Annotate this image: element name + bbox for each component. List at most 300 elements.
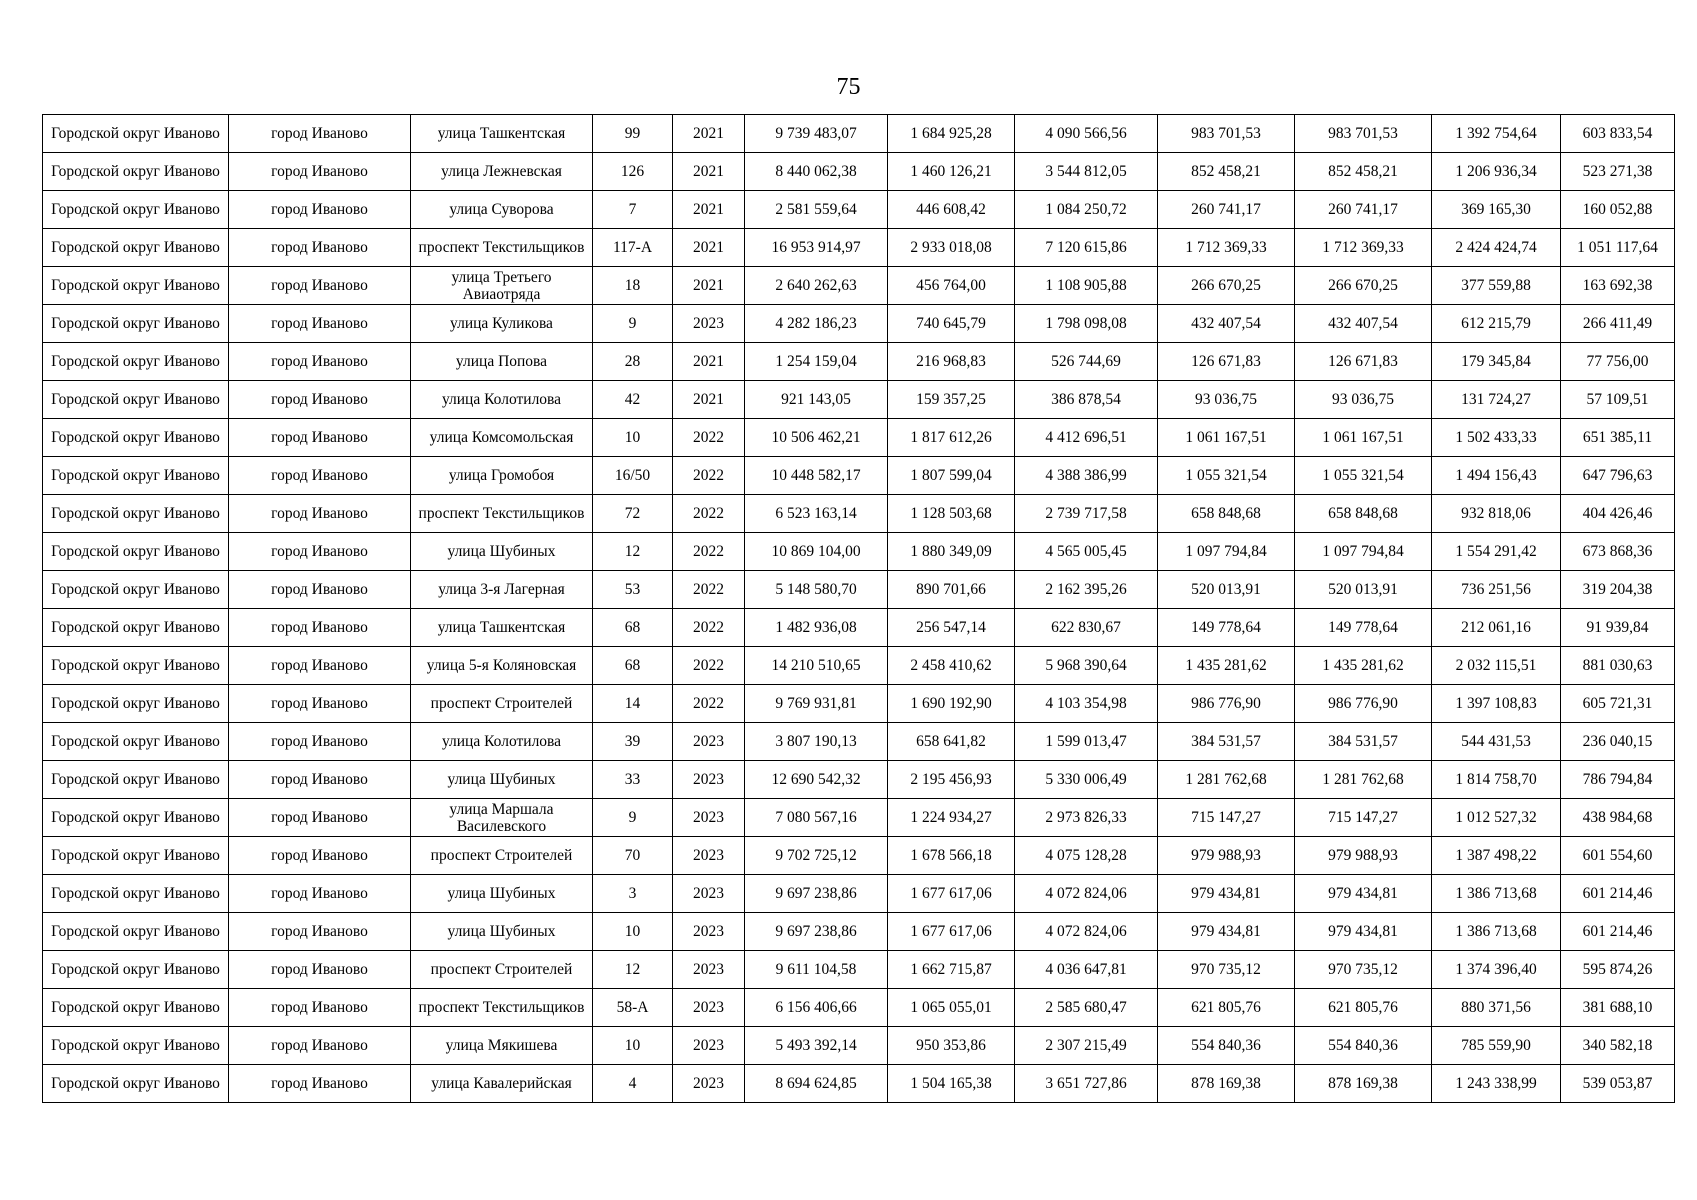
year-cell: 2022 bbox=[673, 533, 745, 571]
cost-part-4-cell: 1 281 762,68 bbox=[1295, 761, 1432, 799]
cost-part-5-cell: 544 431,53 bbox=[1432, 723, 1561, 761]
total-cost-cell: 14 210 510,65 bbox=[745, 647, 888, 685]
city-cell: город Иваново bbox=[229, 153, 411, 191]
cost-part-6-cell: 381 688,10 bbox=[1561, 989, 1675, 1027]
cost-part-4-cell: 126 671,83 bbox=[1295, 343, 1432, 381]
cost-part-4-cell: 93 036,75 bbox=[1295, 381, 1432, 419]
street-cell: проспект Текстильщиков bbox=[411, 495, 593, 533]
house-number-cell: 42 bbox=[593, 381, 673, 419]
street-cell: улица Шубиных bbox=[411, 533, 593, 571]
cost-part-5-cell: 1 387 498,22 bbox=[1432, 837, 1561, 875]
cost-part-5-cell: 1 012 527,32 bbox=[1432, 799, 1561, 837]
cost-part-6-cell: 647 796,63 bbox=[1561, 457, 1675, 495]
cost-part-5-cell: 1 392 754,64 bbox=[1432, 115, 1561, 153]
table-row bbox=[43, 685, 1675, 723]
street-cell: улица Шубиных bbox=[411, 875, 593, 913]
municipality-cell: Городской округ Иваново bbox=[43, 305, 229, 343]
street-cell: улица Третьего Авиаотряда bbox=[411, 267, 593, 305]
cost-part-3-cell: 93 036,75 bbox=[1158, 381, 1295, 419]
table-row bbox=[43, 153, 1675, 191]
cost-part-5-cell: 1 386 713,68 bbox=[1432, 875, 1561, 913]
house-number-cell: 10 bbox=[593, 1027, 673, 1065]
total-cost-cell: 1 254 159,04 bbox=[745, 343, 888, 381]
total-cost-cell: 9 697 238,86 bbox=[745, 913, 888, 951]
year-cell: 2021 bbox=[673, 343, 745, 381]
cost-part-3-cell: 126 671,83 bbox=[1158, 343, 1295, 381]
city-cell: город Иваново bbox=[229, 1065, 411, 1103]
house-number-cell: 9 bbox=[593, 305, 673, 343]
city-cell: город Иваново bbox=[229, 381, 411, 419]
city-cell: город Иваново bbox=[229, 229, 411, 267]
street-cell: улица Комсомольская bbox=[411, 419, 593, 457]
cost-part-6-cell: 404 426,46 bbox=[1561, 495, 1675, 533]
cost-part-1-cell: 1 817 612,26 bbox=[888, 419, 1015, 457]
street-cell: улица Громобоя bbox=[411, 457, 593, 495]
cost-part-4-cell: 1 055 321,54 bbox=[1295, 457, 1432, 495]
total-cost-cell: 8 440 062,38 bbox=[745, 153, 888, 191]
municipality-cell: Городской округ Иваново bbox=[43, 381, 229, 419]
house-number-cell: 68 bbox=[593, 609, 673, 647]
cost-part-5-cell: 1 206 936,34 bbox=[1432, 153, 1561, 191]
cost-part-6-cell: 236 040,15 bbox=[1561, 723, 1675, 761]
cost-part-6-cell: 91 939,84 bbox=[1561, 609, 1675, 647]
total-cost-cell: 6 156 406,66 bbox=[745, 989, 888, 1027]
year-cell: 2022 bbox=[673, 571, 745, 609]
municipality-cell: Городской округ Иваново bbox=[43, 343, 229, 381]
house-number-cell: 18 bbox=[593, 267, 673, 305]
table-row bbox=[43, 419, 1675, 457]
cost-part-1-cell: 658 641,82 bbox=[888, 723, 1015, 761]
street-cell: улица Шубиных bbox=[411, 761, 593, 799]
municipality-cell: Городской округ Иваново bbox=[43, 1065, 229, 1103]
cost-part-4-cell: 554 840,36 bbox=[1295, 1027, 1432, 1065]
street-cell: улица Суворова bbox=[411, 191, 593, 229]
cost-part-3-cell: 520 013,91 bbox=[1158, 571, 1295, 609]
cost-part-3-cell: 979 434,81 bbox=[1158, 875, 1295, 913]
total-cost-cell: 9 769 931,81 bbox=[745, 685, 888, 723]
city-cell: город Иваново bbox=[229, 761, 411, 799]
cost-part-6-cell: 77 756,00 bbox=[1561, 343, 1675, 381]
total-cost-cell: 2 640 262,63 bbox=[745, 267, 888, 305]
city-cell: город Иваново bbox=[229, 419, 411, 457]
cost-part-1-cell: 1 504 165,38 bbox=[888, 1065, 1015, 1103]
cost-part-3-cell: 979 434,81 bbox=[1158, 913, 1295, 951]
cost-part-4-cell: 621 805,76 bbox=[1295, 989, 1432, 1027]
cost-part-1-cell: 2 195 456,93 bbox=[888, 761, 1015, 799]
municipality-cell: Городской округ Иваново bbox=[43, 571, 229, 609]
cost-part-1-cell: 890 701,66 bbox=[888, 571, 1015, 609]
cost-part-6-cell: 319 204,38 bbox=[1561, 571, 1675, 609]
table-row bbox=[43, 723, 1675, 761]
cost-part-4-cell: 1 712 369,33 bbox=[1295, 229, 1432, 267]
cost-part-6-cell: 340 582,18 bbox=[1561, 1027, 1675, 1065]
municipality-cell: Городской округ Иваново bbox=[43, 837, 229, 875]
municipality-cell: Городской округ Иваново bbox=[43, 799, 229, 837]
cost-part-4-cell: 266 670,25 bbox=[1295, 267, 1432, 305]
house-number-cell: 16/50 bbox=[593, 457, 673, 495]
cost-part-3-cell: 715 147,27 bbox=[1158, 799, 1295, 837]
street-cell: проспект Текстильщиков bbox=[411, 229, 593, 267]
table-row bbox=[43, 229, 1675, 267]
table-row bbox=[43, 267, 1675, 305]
street-cell: улица Ташкентская bbox=[411, 115, 593, 153]
total-cost-cell: 5 493 392,14 bbox=[745, 1027, 888, 1065]
house-number-cell: 4 bbox=[593, 1065, 673, 1103]
cost-part-6-cell: 266 411,49 bbox=[1561, 305, 1675, 343]
table-row bbox=[43, 609, 1675, 647]
street-cell: улица 3-я Лагерная bbox=[411, 571, 593, 609]
cost-part-2-cell: 2 162 395,26 bbox=[1015, 571, 1158, 609]
municipality-cell: Городской округ Иваново bbox=[43, 1027, 229, 1065]
total-cost-cell: 8 694 624,85 bbox=[745, 1065, 888, 1103]
table-row bbox=[43, 989, 1675, 1027]
city-cell: город Иваново bbox=[229, 571, 411, 609]
year-cell: 2022 bbox=[673, 609, 745, 647]
table-row bbox=[43, 951, 1675, 989]
year-cell: 2021 bbox=[673, 191, 745, 229]
year-cell: 2023 bbox=[673, 799, 745, 837]
cost-part-2-cell: 7 120 615,86 bbox=[1015, 229, 1158, 267]
municipality-cell: Городской округ Иваново bbox=[43, 609, 229, 647]
house-number-cell: 12 bbox=[593, 951, 673, 989]
house-number-cell: 99 bbox=[593, 115, 673, 153]
cost-part-3-cell: 852 458,21 bbox=[1158, 153, 1295, 191]
year-cell: 2023 bbox=[673, 913, 745, 951]
municipality-cell: Городской округ Иваново bbox=[43, 647, 229, 685]
street-cell: улица Лежневская bbox=[411, 153, 593, 191]
city-cell: город Иваново bbox=[229, 305, 411, 343]
cost-part-4-cell: 520 013,91 bbox=[1295, 571, 1432, 609]
total-cost-cell: 7 080 567,16 bbox=[745, 799, 888, 837]
house-number-cell: 117-А bbox=[593, 229, 673, 267]
cost-part-2-cell: 4 388 386,99 bbox=[1015, 457, 1158, 495]
cost-part-3-cell: 970 735,12 bbox=[1158, 951, 1295, 989]
cost-part-5-cell: 1 554 291,42 bbox=[1432, 533, 1561, 571]
cost-part-1-cell: 1 807 599,04 bbox=[888, 457, 1015, 495]
year-cell: 2023 bbox=[673, 1027, 745, 1065]
table-row bbox=[43, 875, 1675, 913]
total-cost-cell: 9 697 238,86 bbox=[745, 875, 888, 913]
cost-part-5-cell: 2 424 424,74 bbox=[1432, 229, 1561, 267]
municipality-cell: Городской округ Иваново bbox=[43, 913, 229, 951]
city-cell: город Иваново bbox=[229, 1027, 411, 1065]
cost-part-2-cell: 2 585 680,47 bbox=[1015, 989, 1158, 1027]
cost-part-6-cell: 601 214,46 bbox=[1561, 875, 1675, 913]
cost-part-2-cell: 4 036 647,81 bbox=[1015, 951, 1158, 989]
street-cell: улица Мякишева bbox=[411, 1027, 593, 1065]
municipality-cell: Городской округ Иваново bbox=[43, 419, 229, 457]
city-cell: город Иваново bbox=[229, 837, 411, 875]
cost-part-1-cell: 159 357,25 bbox=[888, 381, 1015, 419]
street-cell: проспект Строителей bbox=[411, 951, 593, 989]
total-cost-cell: 2 581 559,64 bbox=[745, 191, 888, 229]
house-number-cell: 70 bbox=[593, 837, 673, 875]
year-cell: 2022 bbox=[673, 419, 745, 457]
cost-part-3-cell: 986 776,90 bbox=[1158, 685, 1295, 723]
year-cell: 2021 bbox=[673, 153, 745, 191]
table-row bbox=[43, 571, 1675, 609]
cost-part-1-cell: 446 608,42 bbox=[888, 191, 1015, 229]
cost-part-5-cell: 1 243 338,99 bbox=[1432, 1065, 1561, 1103]
municipality-cell: Городской округ Иваново bbox=[43, 761, 229, 799]
cost-part-6-cell: 523 271,38 bbox=[1561, 153, 1675, 191]
cost-part-6-cell: 673 868,36 bbox=[1561, 533, 1675, 571]
street-cell: улица Шубиных bbox=[411, 913, 593, 951]
year-cell: 2022 bbox=[673, 685, 745, 723]
street-cell: проспект Текстильщиков bbox=[411, 989, 593, 1027]
house-number-cell: 9 bbox=[593, 799, 673, 837]
cost-part-4-cell: 979 434,81 bbox=[1295, 913, 1432, 951]
city-cell: город Иваново bbox=[229, 951, 411, 989]
cost-part-3-cell: 149 778,64 bbox=[1158, 609, 1295, 647]
cost-part-4-cell: 983 701,53 bbox=[1295, 115, 1432, 153]
street-cell: проспект Строителей bbox=[411, 685, 593, 723]
table-row bbox=[43, 381, 1675, 419]
total-cost-cell: 10 506 462,21 bbox=[745, 419, 888, 457]
cost-part-1-cell: 740 645,79 bbox=[888, 305, 1015, 343]
cost-part-1-cell: 1 677 617,06 bbox=[888, 913, 1015, 951]
city-cell: город Иваново bbox=[229, 457, 411, 495]
cost-part-2-cell: 2 307 215,49 bbox=[1015, 1027, 1158, 1065]
city-cell: город Иваново bbox=[229, 267, 411, 305]
cost-part-3-cell: 1 435 281,62 bbox=[1158, 647, 1295, 685]
year-cell: 2023 bbox=[673, 837, 745, 875]
house-number-cell: 10 bbox=[593, 913, 673, 951]
cost-part-6-cell: 601 214,46 bbox=[1561, 913, 1675, 951]
cost-part-5-cell: 1 814 758,70 bbox=[1432, 761, 1561, 799]
cost-part-5-cell: 785 559,90 bbox=[1432, 1027, 1561, 1065]
cost-part-5-cell: 2 032 115,51 bbox=[1432, 647, 1561, 685]
year-cell: 2022 bbox=[673, 495, 745, 533]
cost-part-5-cell: 369 165,30 bbox=[1432, 191, 1561, 229]
total-cost-cell: 9 702 725,12 bbox=[745, 837, 888, 875]
total-cost-cell: 12 690 542,32 bbox=[745, 761, 888, 799]
house-number-cell: 28 bbox=[593, 343, 673, 381]
cost-part-4-cell: 260 741,17 bbox=[1295, 191, 1432, 229]
cost-part-4-cell: 432 407,54 bbox=[1295, 305, 1432, 343]
cost-part-2-cell: 3 651 727,86 bbox=[1015, 1065, 1158, 1103]
street-cell: улица Маршала Василевского bbox=[411, 799, 593, 837]
cost-part-5-cell: 1 502 433,33 bbox=[1432, 419, 1561, 457]
street-cell: улица Колотилова bbox=[411, 381, 593, 419]
cost-part-5-cell: 1 386 713,68 bbox=[1432, 913, 1561, 951]
year-cell: 2023 bbox=[673, 1065, 745, 1103]
cost-part-2-cell: 4 072 824,06 bbox=[1015, 913, 1158, 951]
cost-part-3-cell: 554 840,36 bbox=[1158, 1027, 1295, 1065]
cost-part-2-cell: 2 739 717,58 bbox=[1015, 495, 1158, 533]
table-row bbox=[43, 1027, 1675, 1065]
city-cell: город Иваново bbox=[229, 647, 411, 685]
city-cell: город Иваново bbox=[229, 685, 411, 723]
cost-part-6-cell: 57 109,51 bbox=[1561, 381, 1675, 419]
cost-part-2-cell: 5 968 390,64 bbox=[1015, 647, 1158, 685]
cost-part-3-cell: 1 061 167,51 bbox=[1158, 419, 1295, 457]
cost-part-1-cell: 1 677 617,06 bbox=[888, 875, 1015, 913]
cost-part-5-cell: 377 559,88 bbox=[1432, 267, 1561, 305]
cost-part-5-cell: 212 061,16 bbox=[1432, 609, 1561, 647]
cost-part-4-cell: 979 434,81 bbox=[1295, 875, 1432, 913]
street-cell: улица Колотилова bbox=[411, 723, 593, 761]
municipality-cell: Городской округ Иваново bbox=[43, 267, 229, 305]
cost-part-1-cell: 1 662 715,87 bbox=[888, 951, 1015, 989]
cost-part-2-cell: 2 973 826,33 bbox=[1015, 799, 1158, 837]
cost-part-2-cell: 386 878,54 bbox=[1015, 381, 1158, 419]
house-number-cell: 58-А bbox=[593, 989, 673, 1027]
year-cell: 2023 bbox=[673, 989, 745, 1027]
cost-part-4-cell: 878 169,38 bbox=[1295, 1065, 1432, 1103]
cost-part-5-cell: 1 494 156,43 bbox=[1432, 457, 1561, 495]
cost-part-2-cell: 4 090 566,56 bbox=[1015, 115, 1158, 153]
cost-part-5-cell: 932 818,06 bbox=[1432, 495, 1561, 533]
cost-part-6-cell: 786 794,84 bbox=[1561, 761, 1675, 799]
table-row bbox=[43, 647, 1675, 685]
cost-part-3-cell: 384 531,57 bbox=[1158, 723, 1295, 761]
street-cell: улица Кавалерийская bbox=[411, 1065, 593, 1103]
street-cell: проспект Строителей bbox=[411, 837, 593, 875]
cost-part-4-cell: 149 778,64 bbox=[1295, 609, 1432, 647]
table-row bbox=[43, 115, 1675, 153]
year-cell: 2023 bbox=[673, 951, 745, 989]
table-row bbox=[43, 837, 1675, 875]
cost-part-3-cell: 983 701,53 bbox=[1158, 115, 1295, 153]
cost-part-2-cell: 4 412 696,51 bbox=[1015, 419, 1158, 457]
municipality-cell: Городской округ Иваново bbox=[43, 495, 229, 533]
cost-part-1-cell: 2 458 410,62 bbox=[888, 647, 1015, 685]
cost-part-1-cell: 1 684 925,28 bbox=[888, 115, 1015, 153]
city-cell: город Иваново bbox=[229, 913, 411, 951]
cost-part-4-cell: 979 988,93 bbox=[1295, 837, 1432, 875]
cost-part-3-cell: 878 169,38 bbox=[1158, 1065, 1295, 1103]
table-row bbox=[43, 761, 1675, 799]
cost-part-1-cell: 1 224 934,27 bbox=[888, 799, 1015, 837]
cost-part-4-cell: 715 147,27 bbox=[1295, 799, 1432, 837]
cost-part-1-cell: 1 678 566,18 bbox=[888, 837, 1015, 875]
year-cell: 2023 bbox=[673, 875, 745, 913]
cost-part-1-cell: 1 690 192,90 bbox=[888, 685, 1015, 723]
cost-part-4-cell: 1 097 794,84 bbox=[1295, 533, 1432, 571]
cost-part-6-cell: 605 721,31 bbox=[1561, 685, 1675, 723]
year-cell: 2023 bbox=[673, 761, 745, 799]
house-number-cell: 39 bbox=[593, 723, 673, 761]
cost-part-3-cell: 658 848,68 bbox=[1158, 495, 1295, 533]
cost-part-2-cell: 5 330 006,49 bbox=[1015, 761, 1158, 799]
total-cost-cell: 5 148 580,70 bbox=[745, 571, 888, 609]
house-number-cell: 72 bbox=[593, 495, 673, 533]
municipality-cell: Городской округ Иваново bbox=[43, 723, 229, 761]
page-number: 75 bbox=[836, 74, 861, 100]
street-cell: улица Ташкентская bbox=[411, 609, 593, 647]
cost-part-5-cell: 736 251,56 bbox=[1432, 571, 1561, 609]
year-cell: 2022 bbox=[673, 457, 745, 495]
cost-part-4-cell: 1 435 281,62 bbox=[1295, 647, 1432, 685]
cost-part-2-cell: 622 830,67 bbox=[1015, 609, 1158, 647]
cost-part-6-cell: 601 554,60 bbox=[1561, 837, 1675, 875]
cost-part-4-cell: 658 848,68 bbox=[1295, 495, 1432, 533]
total-cost-cell: 3 807 190,13 bbox=[745, 723, 888, 761]
cost-part-5-cell: 131 724,27 bbox=[1432, 381, 1561, 419]
house-number-cell: 3 bbox=[593, 875, 673, 913]
street-cell: улица Куликова bbox=[411, 305, 593, 343]
city-cell: город Иваново bbox=[229, 723, 411, 761]
municipality-cell: Городской округ Иваново bbox=[43, 685, 229, 723]
house-number-cell: 126 bbox=[593, 153, 673, 191]
cost-part-3-cell: 1 097 794,84 bbox=[1158, 533, 1295, 571]
year-cell: 2023 bbox=[673, 305, 745, 343]
street-cell: улица 5-я Коляновская bbox=[411, 647, 593, 685]
year-cell: 2021 bbox=[673, 229, 745, 267]
total-cost-cell: 10 448 582,17 bbox=[745, 457, 888, 495]
table-row bbox=[43, 457, 1675, 495]
cost-part-1-cell: 1 880 349,09 bbox=[888, 533, 1015, 571]
cost-part-2-cell: 1 599 013,47 bbox=[1015, 723, 1158, 761]
cost-part-2-cell: 4 565 005,45 bbox=[1015, 533, 1158, 571]
cost-part-6-cell: 651 385,11 bbox=[1561, 419, 1675, 457]
municipality-cell: Городской округ Иваново bbox=[43, 989, 229, 1027]
cost-part-3-cell: 266 670,25 bbox=[1158, 267, 1295, 305]
table-row bbox=[43, 533, 1675, 571]
municipality-cell: Городской округ Иваново bbox=[43, 229, 229, 267]
cost-part-5-cell: 179 345,84 bbox=[1432, 343, 1561, 381]
municipality-cell: Городской округ Иваново bbox=[43, 115, 229, 153]
cost-part-1-cell: 1 065 055,01 bbox=[888, 989, 1015, 1027]
cost-part-2-cell: 4 075 128,28 bbox=[1015, 837, 1158, 875]
cost-part-3-cell: 979 988,93 bbox=[1158, 837, 1295, 875]
cost-part-6-cell: 603 833,54 bbox=[1561, 115, 1675, 153]
cost-part-2-cell: 526 744,69 bbox=[1015, 343, 1158, 381]
table-row bbox=[43, 913, 1675, 951]
cost-part-6-cell: 163 692,38 bbox=[1561, 267, 1675, 305]
cost-part-4-cell: 1 061 167,51 bbox=[1295, 419, 1432, 457]
city-cell: город Иваново bbox=[229, 989, 411, 1027]
cost-part-3-cell: 1 055 321,54 bbox=[1158, 457, 1295, 495]
table-row bbox=[43, 799, 1675, 837]
cost-part-6-cell: 539 053,87 bbox=[1561, 1065, 1675, 1103]
cost-part-6-cell: 438 984,68 bbox=[1561, 799, 1675, 837]
year-cell: 2022 bbox=[673, 647, 745, 685]
cost-part-3-cell: 432 407,54 bbox=[1158, 305, 1295, 343]
house-number-cell: 68 bbox=[593, 647, 673, 685]
cost-part-5-cell: 612 215,79 bbox=[1432, 305, 1561, 343]
municipality-cell: Городской округ Иваново bbox=[43, 191, 229, 229]
cost-part-2-cell: 4 072 824,06 bbox=[1015, 875, 1158, 913]
city-cell: город Иваново bbox=[229, 875, 411, 913]
table-row bbox=[43, 305, 1675, 343]
municipality-cell: Городской округ Иваново bbox=[43, 533, 229, 571]
cost-part-4-cell: 852 458,21 bbox=[1295, 153, 1432, 191]
cost-part-5-cell: 1 397 108,83 bbox=[1432, 685, 1561, 723]
cost-part-3-cell: 1 712 369,33 bbox=[1158, 229, 1295, 267]
cost-part-4-cell: 986 776,90 bbox=[1295, 685, 1432, 723]
house-number-cell: 33 bbox=[593, 761, 673, 799]
cost-part-4-cell: 384 531,57 bbox=[1295, 723, 1432, 761]
total-cost-cell: 10 869 104,00 bbox=[745, 533, 888, 571]
cost-part-3-cell: 260 741,17 bbox=[1158, 191, 1295, 229]
total-cost-cell: 4 282 186,23 bbox=[745, 305, 888, 343]
cost-part-2-cell: 1 108 905,88 bbox=[1015, 267, 1158, 305]
cost-part-3-cell: 621 805,76 bbox=[1158, 989, 1295, 1027]
cost-part-4-cell: 970 735,12 bbox=[1295, 951, 1432, 989]
cost-part-2-cell: 1 084 250,72 bbox=[1015, 191, 1158, 229]
cost-part-2-cell: 3 544 812,05 bbox=[1015, 153, 1158, 191]
city-cell: город Иваново bbox=[229, 495, 411, 533]
cost-part-6-cell: 595 874,26 bbox=[1561, 951, 1675, 989]
municipality-cell: Городской округ Иваново bbox=[43, 153, 229, 191]
table-row bbox=[43, 495, 1675, 533]
city-cell: город Иваново bbox=[229, 799, 411, 837]
cost-part-1-cell: 216 968,83 bbox=[888, 343, 1015, 381]
city-cell: город Иваново bbox=[229, 343, 411, 381]
cost-part-6-cell: 160 052,88 bbox=[1561, 191, 1675, 229]
